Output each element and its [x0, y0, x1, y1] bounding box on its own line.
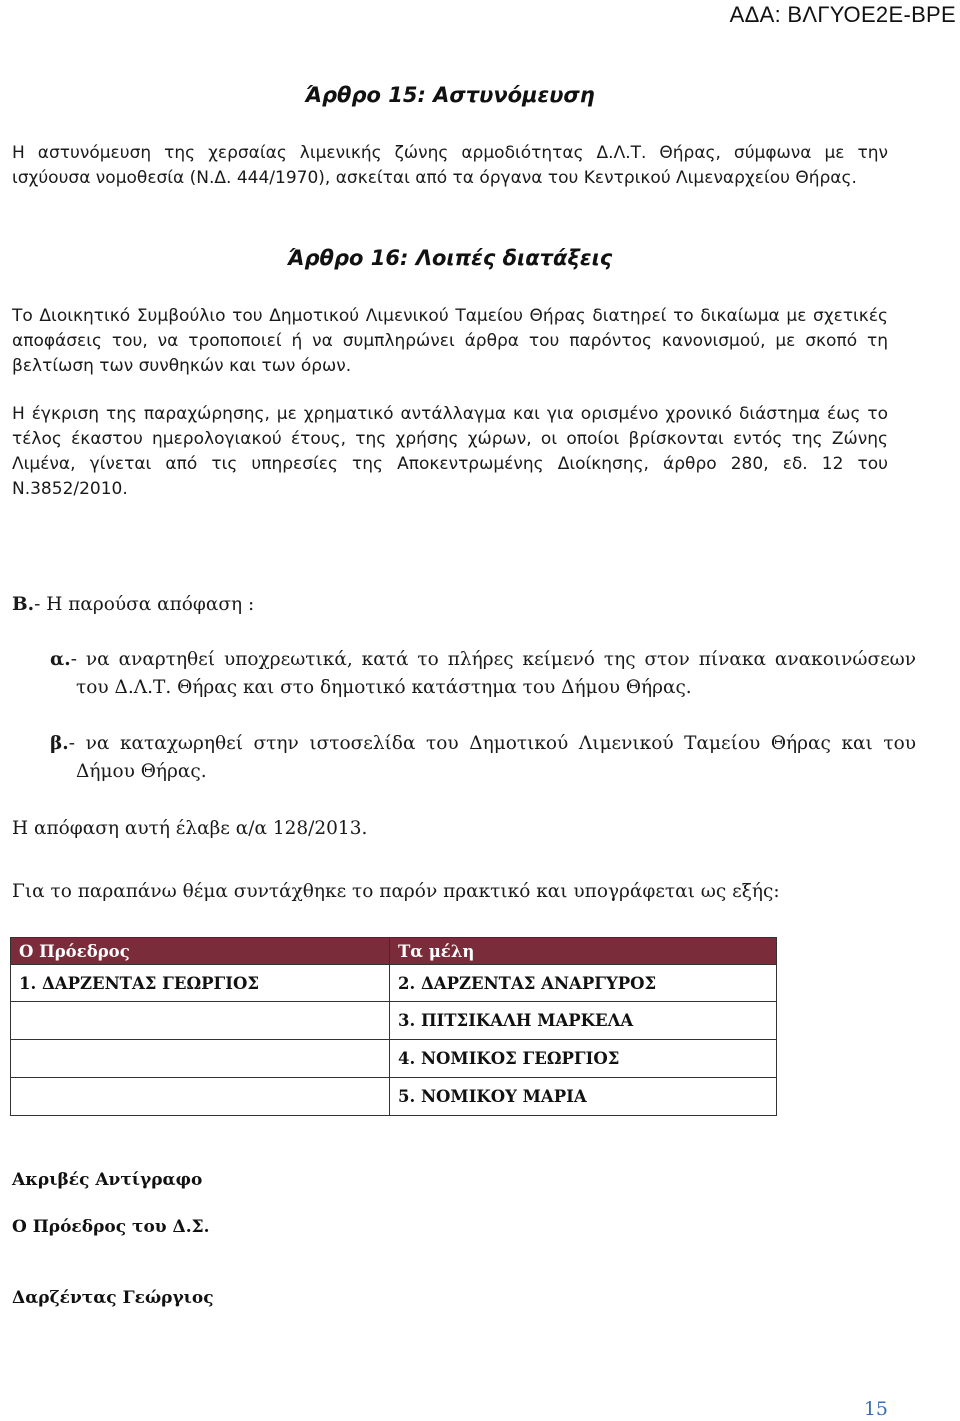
empty-cell — [11, 1078, 390, 1116]
members-header: Τα μέλη — [390, 938, 777, 965]
article-16-title: Άρθρο 16: Λοιπές διατάξεις — [287, 246, 613, 270]
decision-beta-text: - να καταχωρηθεί στην ιστοσελίδα του Δημοτικού Λιμενικού Ταμείου Θήρας και του Δήμου Θήρας. — [68, 733, 916, 782]
member-name: 3. ΠΙΤΣΙΚΑΛΗ ΜΑΡΚΕΛΑ — [390, 1002, 777, 1040]
table-row — [11, 965, 777, 1002]
decision-item-beta — [50, 730, 916, 786]
member-name: 5. ΝΟΜΙΚΟΥ ΜΑΡΙΑ — [390, 1078, 777, 1116]
decision-b-line — [12, 591, 892, 619]
ada-code: ΑΔΑ: ΒΛΓΥΟΕ2Ε-ΒΡΕ — [729, 2, 956, 27]
president-signature-name: Δαρζέντας Γεώργιος — [12, 1288, 214, 1308]
certified-copy-label: Ακριβές Αντίγραφο — [12, 1170, 203, 1190]
article-15-text: Η αστυνόμευση της χερσαίας λιμενικής ζώνης αρμοδιότητας Δ.Λ.Τ. Θήρας, σύμφωνα με την ισχύουσα νομοθεσία (Ν.Δ. 444/1970), ασκείται από τα όργανα του Κεντρικού Λιμεναρχείου Θήρας. — [12, 143, 888, 188]
table-row — [11, 1078, 777, 1116]
decision-a-label: α. — [50, 649, 71, 670]
table-row — [11, 1002, 777, 1040]
signatures-table — [10, 937, 777, 1116]
closing-statement: Για το παραπάνω θέμα συντάχθηκε το παρόν πρακτικό και υπογράφεται ως εξής: — [12, 881, 780, 902]
decision-item-a — [50, 646, 916, 702]
article-15-title: Άρθρο 15: Αστυνόμευση — [305, 83, 595, 107]
decision-b-label: Β. — [12, 594, 35, 615]
decision-b-text: - Η παρούσα απόφαση : — [34, 594, 255, 615]
empty-cell — [11, 1002, 390, 1040]
president-role: Ο Πρόεδρος του Δ.Σ. — [12, 1217, 210, 1237]
decision-beta-label: β. — [50, 733, 69, 754]
president-name: 1. ΔΑΡΖΕΝΤΑΣ ΓΕΩΡΓΙΟΣ — [11, 965, 390, 1002]
decision-a-text: - να αναρτηθεί υποχρεωτικά, κατά το πλήρες κείμενό της στον πίνακα ανακοινώσεων του Δ.Λ.Τ. Θήρας και στο δημοτικό κατάστημα του Δήμου Θήρας. — [70, 649, 916, 698]
decision-number: Η απόφαση αυτή έλαβε α/α 128/2013. — [12, 818, 368, 839]
president-header: Ο Πρόεδρος — [11, 938, 390, 965]
article-16-paragraph-2: Η έγκριση της παραχώρησης, με χρηματικό αντάλλαγμα και για ορισμένο χρονικό διάστημα έως το τέλος έκαστου ημερολογιακού έτους, της χρήσης χώρων, οι οποίοι βρίσκονται εντός της Ζώνης Λιμένα, γίνεται από τις υπηρεσίες της Αποκεντρωμένης Διοίκησης, άρθρο 280, εδ. 12 του Ν.3852/2010. — [12, 404, 888, 499]
member-name: 4. ΝΟΜΙΚΟΣ ΓΕΩΡΓΙΟΣ — [390, 1040, 777, 1078]
table-row — [11, 1040, 777, 1078]
signatures-header-row — [11, 938, 777, 965]
article-16-paragraph-1: Το Διοικητικό Συμβούλιο του Δημοτικού Λιμενικού Ταμείου Θήρας διατηρεί το δικαίωμα με σχετικές αποφάσεις του, να τροποποιεί ή να συμπληρώνει άρθρα του παρόντος κανονισμού, με σκοπό τη βελτίωση των συνθηκών και των όρων. — [12, 306, 888, 376]
empty-cell — [11, 1040, 390, 1078]
page-number: 15 — [863, 1398, 888, 1420]
member-name: 2. ΔΑΡΖΕΝΤΑΣ ΑΝΑΡΓΥΡΟΣ — [390, 965, 777, 1002]
